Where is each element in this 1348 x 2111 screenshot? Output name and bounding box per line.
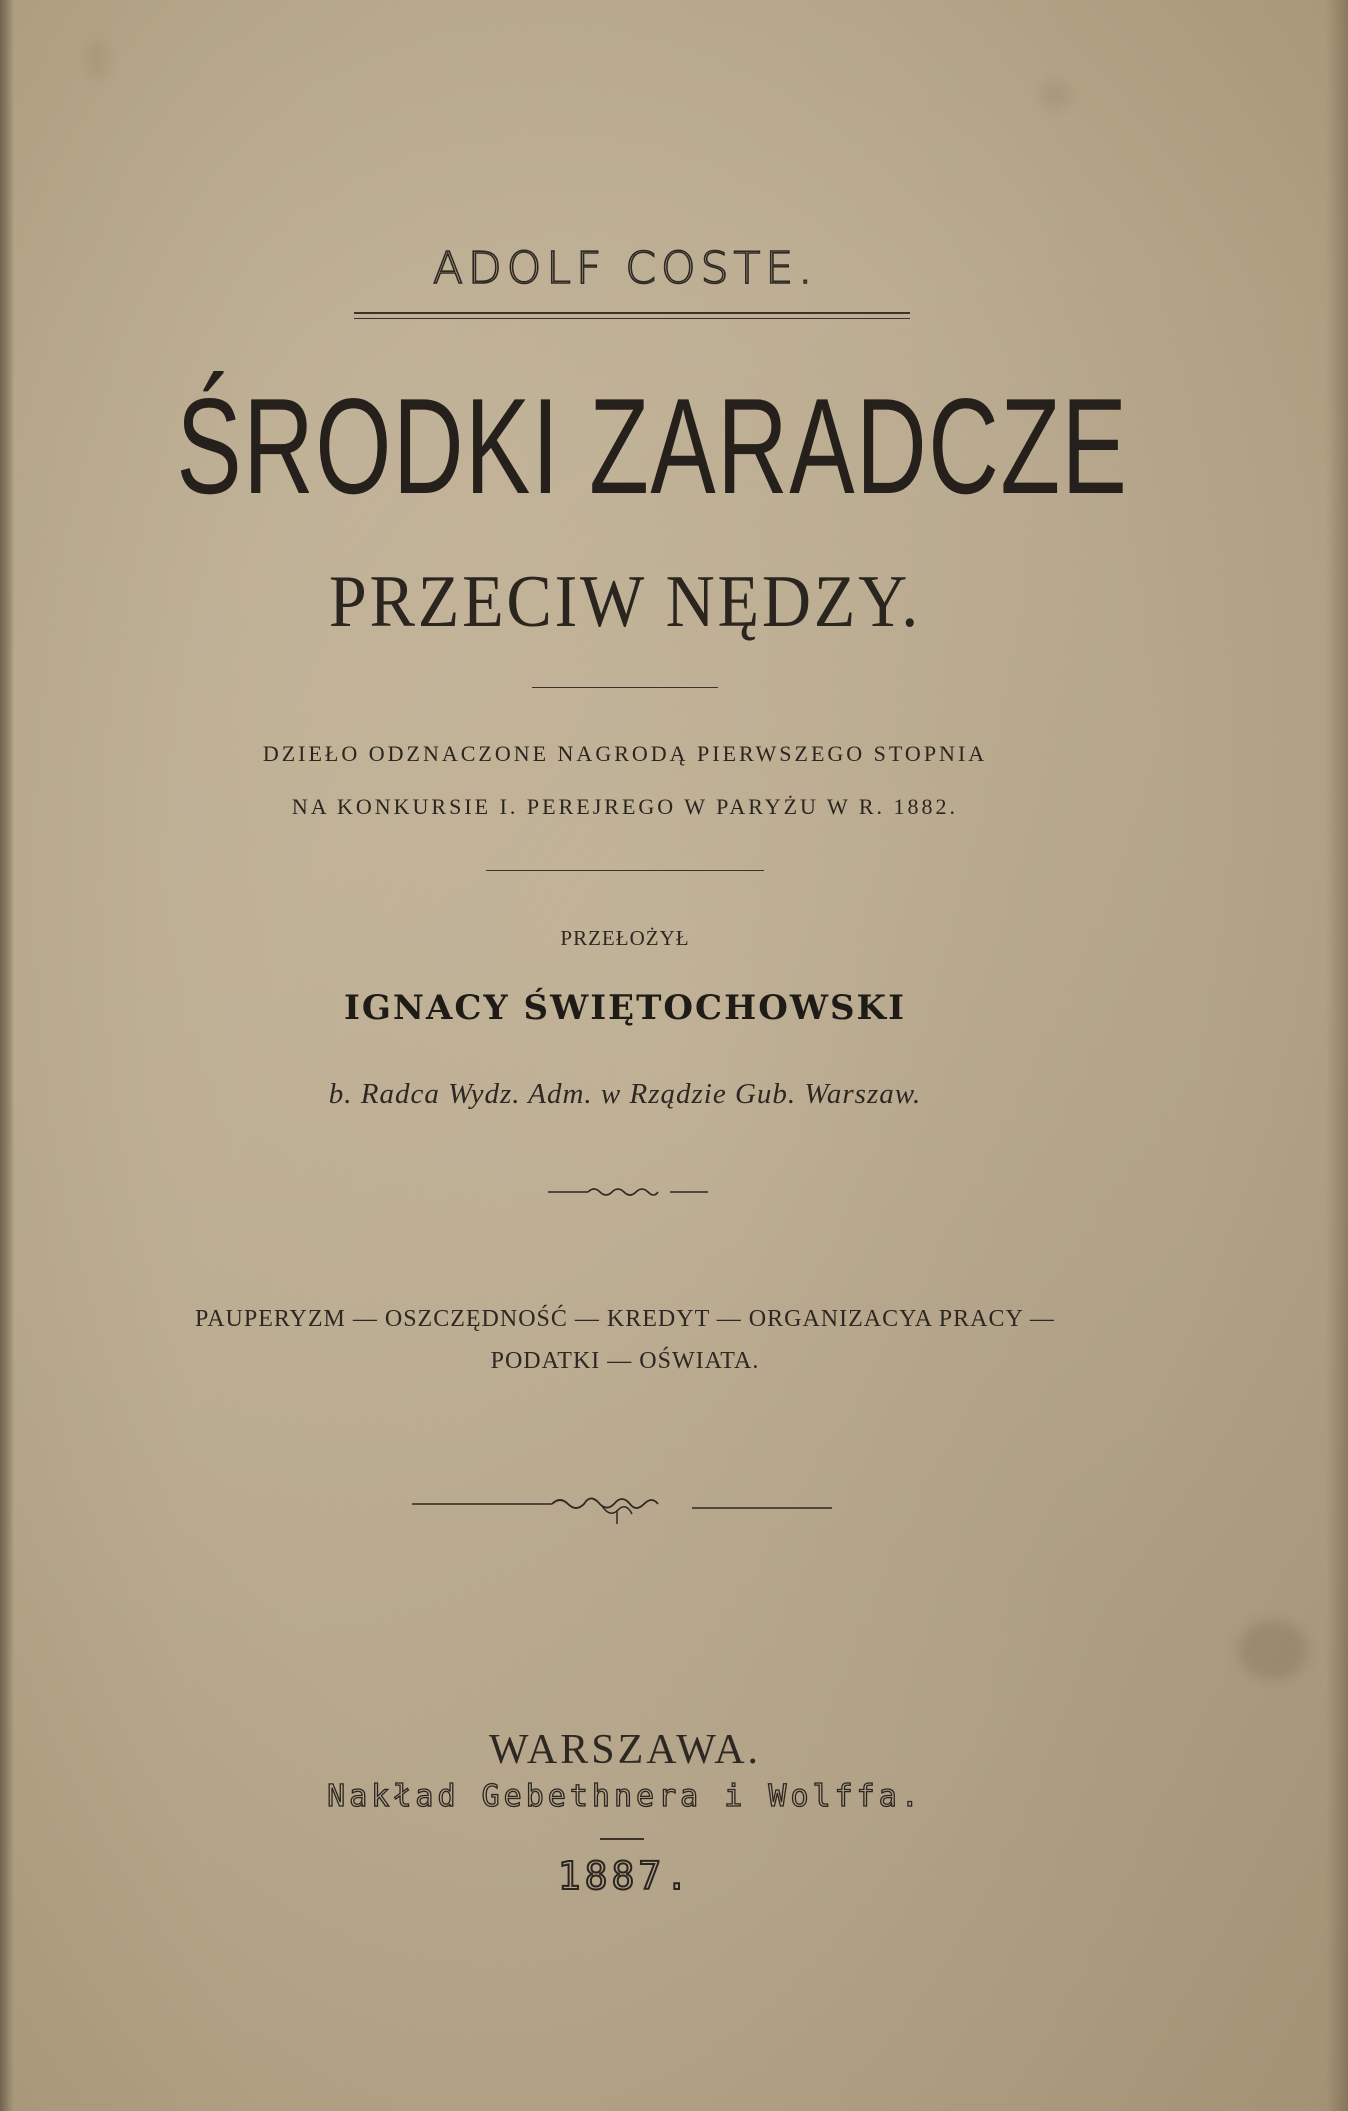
page-edge-shadow bbox=[1326, 0, 1348, 2111]
topics-line-1: PAUPERYZM — OSZCZĘDNOŚĆ — KREDYT — ORGANIZACYA PRACY — bbox=[195, 1306, 1055, 1332]
small-flourish-ornament bbox=[548, 1180, 708, 1204]
publication-city: WARSZAWA. bbox=[488, 1727, 762, 1773]
translated-by-label: PRZEŁOŻYŁ bbox=[560, 926, 690, 950]
translator-position: b. Radca Wydz. Adm. w Rządzie Gub. Warszaw. bbox=[328, 1078, 922, 1110]
award-line-1: DZIEŁO ODZNACZONE NAGRODĄ PIERWSZEGO STOPNIA bbox=[262, 741, 988, 766]
book-title: ŚRODKI ZARADCZE bbox=[176, 370, 1129, 522]
publisher-line: Nakład Gebethnera i Wolffa. bbox=[327, 1779, 923, 1814]
short-rule bbox=[532, 687, 718, 688]
publication-year: 1887. bbox=[557, 1854, 693, 1898]
tiny-rule bbox=[600, 1838, 644, 1840]
book-subtitle: PRZECIW NĘDZY. bbox=[328, 561, 922, 643]
paper-stain bbox=[1040, 80, 1070, 110]
paper-stain bbox=[1238, 1620, 1308, 1680]
author-name: ADOLF COSTE. bbox=[432, 243, 818, 294]
award-line-2: NA KONKURSIE I. PEREJREGO W PARYŻU W R. 1882. bbox=[291, 794, 959, 819]
short-rule bbox=[486, 870, 764, 871]
topics-line-2: PODATKI — OŚWIATA. bbox=[490, 1348, 760, 1374]
translator-name: IGNACY ŚWIĘTOCHOWSKI bbox=[343, 988, 907, 1028]
paper-stain bbox=[85, 40, 109, 80]
double-rule-bottom bbox=[354, 318, 910, 319]
double-rule-top bbox=[354, 312, 910, 314]
decorative-flourish-ornament bbox=[412, 1492, 832, 1542]
